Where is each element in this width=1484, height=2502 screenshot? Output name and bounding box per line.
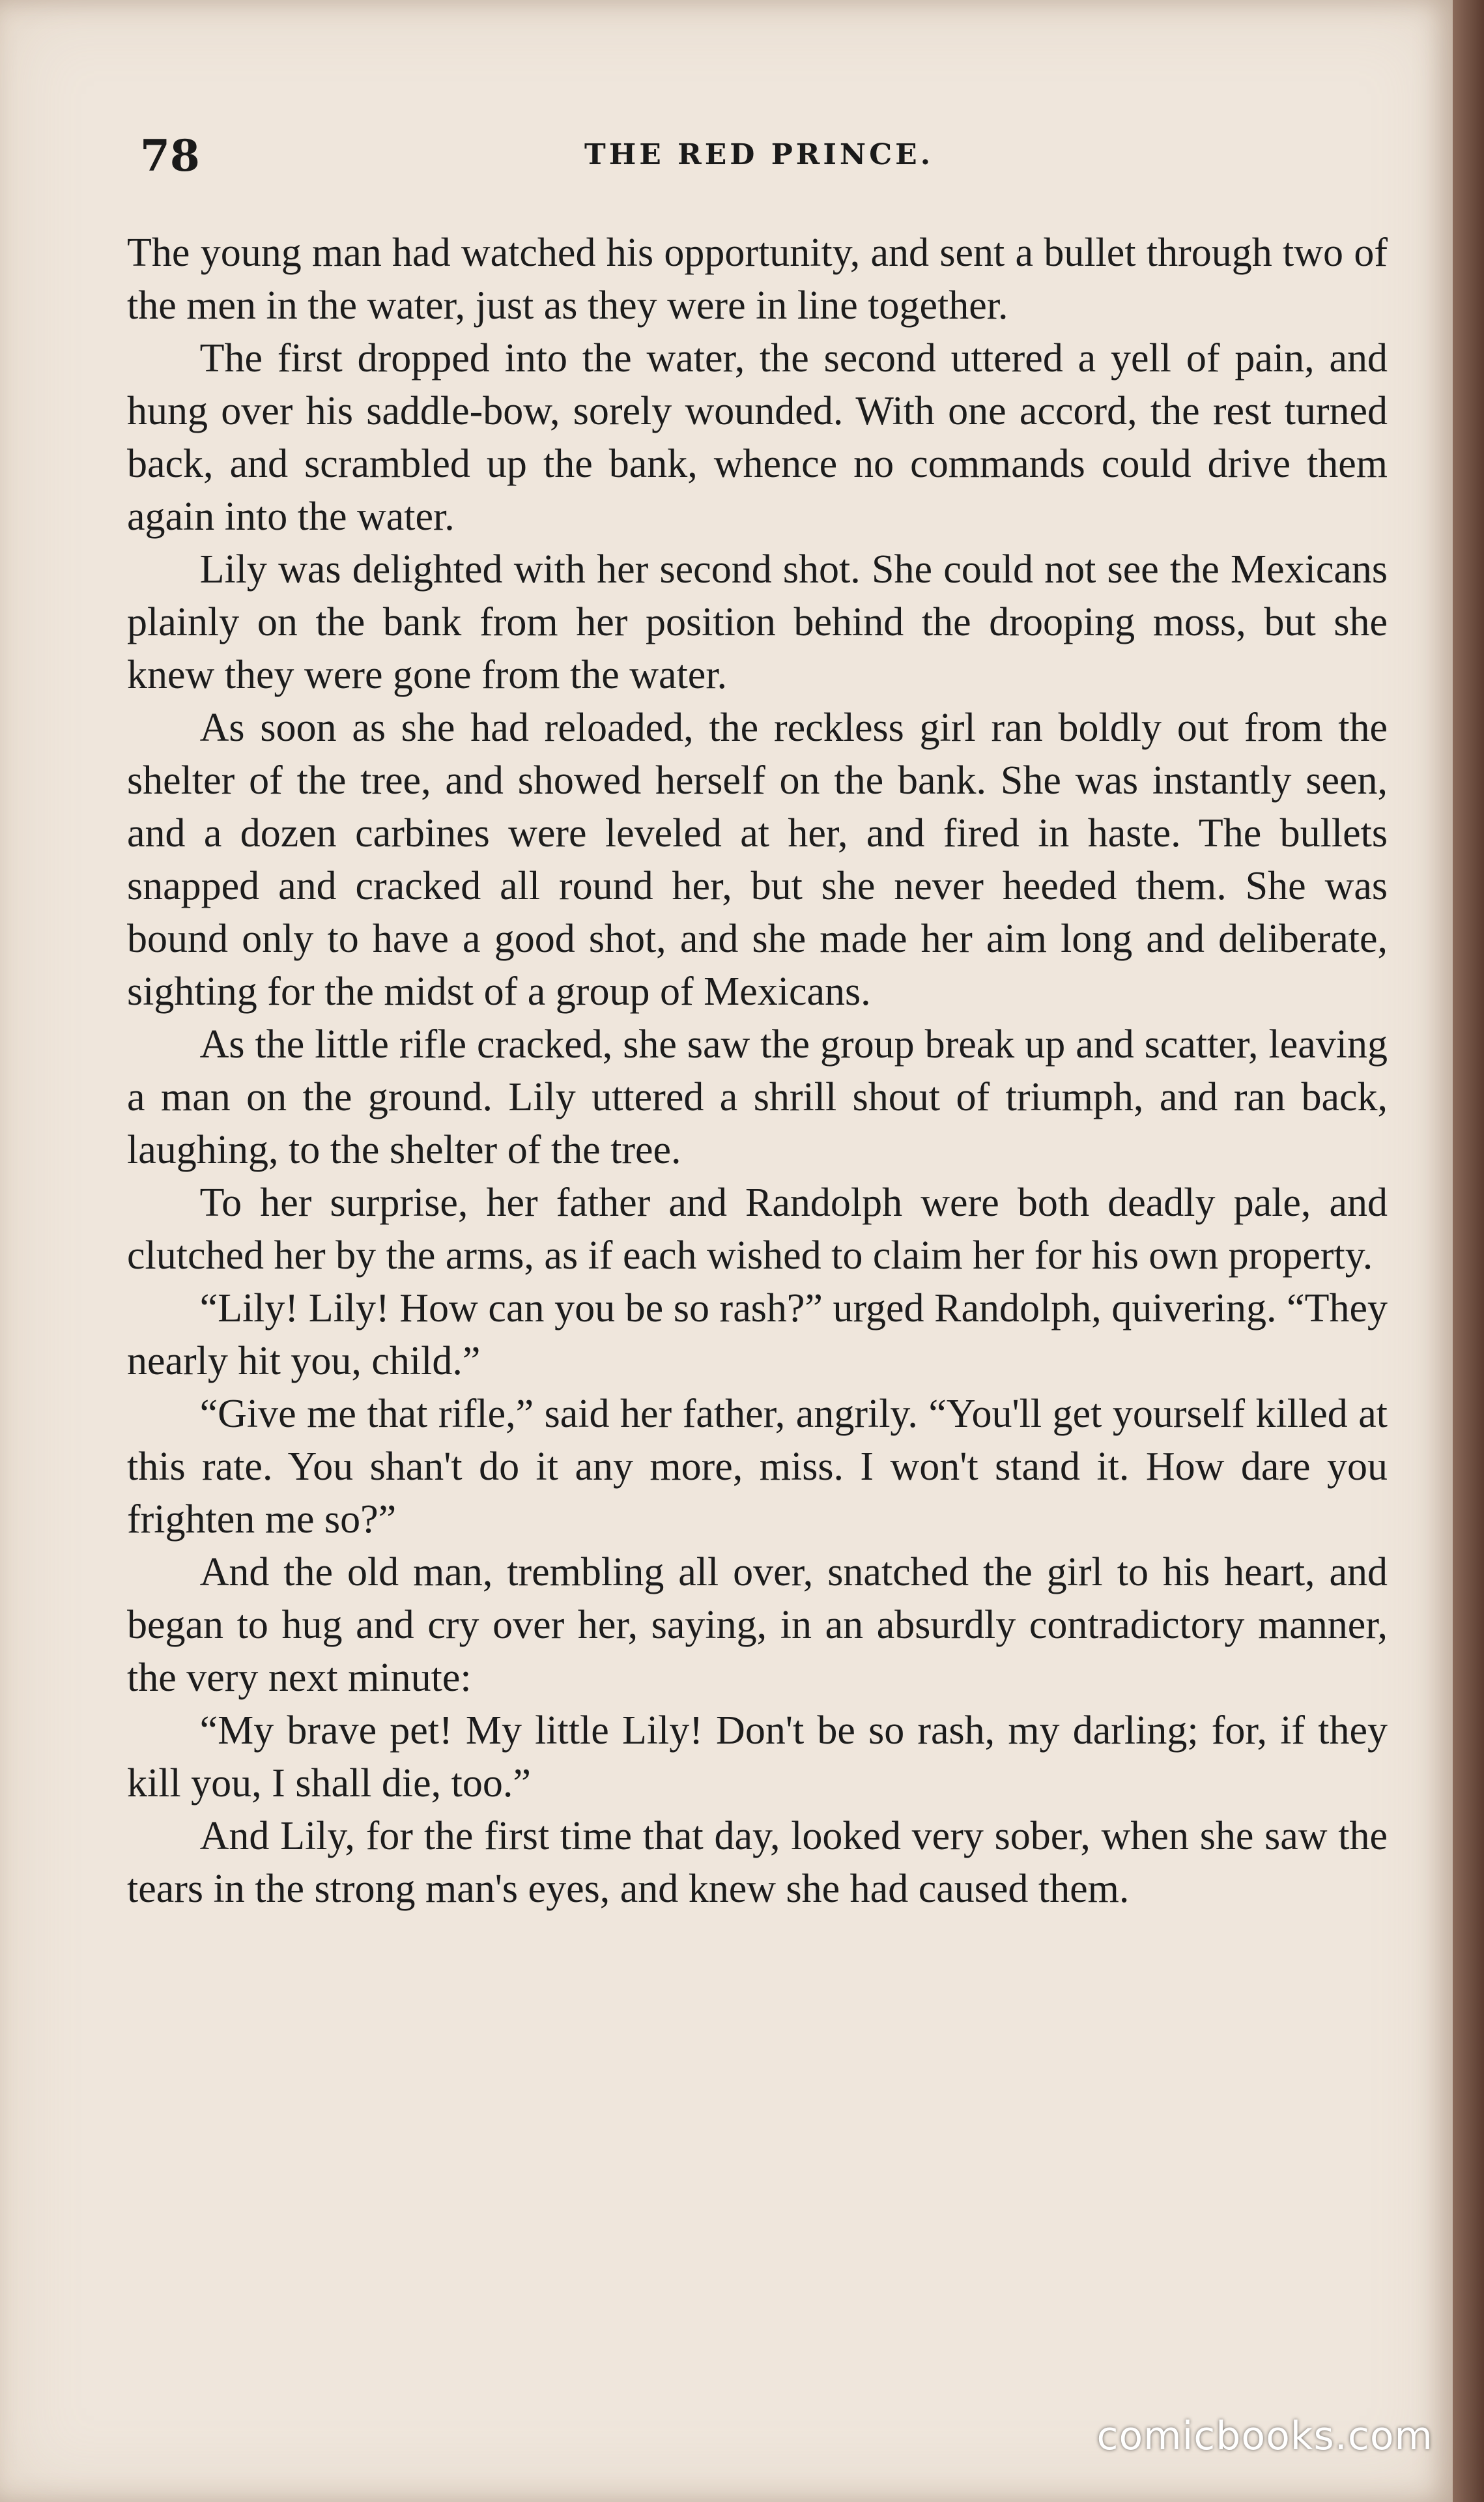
- paragraph: “Lily! Lily! How can you be so rash?” urged Randolph, quivering. “They nearly hit you, child.”: [127, 1286, 1388, 1383]
- paragraph: The young man had watched his opportunity, and sent a bullet through two of the men in the water, just as they were in line together.: [127, 231, 1388, 328]
- page-header: [140, 130, 1378, 182]
- paragraph: And the old man, trembling all over, snatched the girl to his heart, and began to hug and cry over her, saying, in an absurdly contradictory manner, the very next minute:: [127, 1550, 1388, 1700]
- paragraph: The first dropped into the water, the second uttered a yell of pain, and hung over his saddle-bow, sorely wounded. With one accord, the rest turned back, and scrambled up the bank, whence no commands could drive them again into the water.: [127, 336, 1388, 539]
- book-spine-edge: [1453, 0, 1484, 2502]
- running-title: THE RED PRINCE.: [584, 138, 934, 171]
- paragraph: As the little rifle cracked, she saw the group break up and scatter, leaving a man on the ground. Lily uttered a shrill shout of triumph, and ran back, laughing, to the shelter of the tree.: [127, 1022, 1388, 1172]
- paragraph: And Lily, for the first time that day, looked very sober, when she saw the tears in the strong man's eyes, and knew she had caused them.: [127, 1814, 1388, 1911]
- paragraph: To her surprise, her father and Randolph were both deadly pale, and clutched her by the arms, as if each wished to claim her for his own property.: [127, 1181, 1388, 1278]
- paragraph: “Give me that rifle,” said her father, angrily. “You'll get yourself killed at this rate. You shan't do it any more, miss. I won't stand it. How dare you frighten me so?”: [127, 1392, 1388, 1542]
- paragraph: As soon as she had reloaded, the reckless girl ran boldly out from the shelter of the tree, and showed herself on the bank. She was instantly seen, and a dozen carbines were leveled at her, and fired in haste. The bullets snapped and cracked all round her, but she never heeded them. She was bound only to have a good shot, and she made her aim long and deliberate, sighting for the midst of a group of Mexicans.: [127, 706, 1388, 1014]
- body-text: [127, 227, 1388, 1916]
- watermark: comicbooks.com: [1096, 2413, 1433, 2459]
- page-number: 78: [140, 130, 200, 181]
- paragraph: Lily was delighted with her second shot. She could not see the Mexicans plainly on the bank from her position behind the drooping moss, but she knew they were gone from the water.: [127, 547, 1388, 697]
- paragraph: “My brave pet! My little Lily! Don't be so rash, my darling; for, if they kill you, I shall die, too.”: [127, 1708, 1388, 1805]
